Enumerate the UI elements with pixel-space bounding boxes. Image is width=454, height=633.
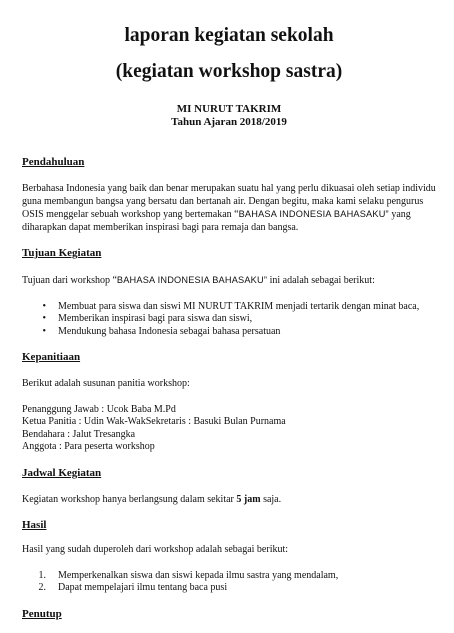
bullet-marker: • [42,300,46,312]
committee-line: Ketua Panitia : Udin Wak-WakSekretaris : Basuki Bulan Purnama [22,416,286,427]
school-name: MI NURUT TAKRIM [176,103,282,115]
section-heading-hasil: Hasil [22,519,47,531]
bullet-marker: • [42,325,46,337]
list-item-text: Membuat para siswa dan siswi MI NURUT TAKRIM menjadi tertarik dengan minat baca, [58,300,420,312]
pendahuluan-theme: BAHASA INDONESIA BAHASAKU” [238,209,389,219]
jadwal-paragraph [22,494,436,507]
committee-line: Penanggung Jawab : Ucok Baba M.Pd [22,403,176,415]
tujuan-intro [22,274,436,288]
list-item-text: Dapat mempelajari ilmu tentang baca pusi [58,582,228,593]
jadwal-text-1: Kegiatan workshop hanya berlangsung dalam sekitar [22,493,237,505]
hasil-intro: Hasil yang sudah duperoleh dari workshop adalah sebagai berikut: [22,544,289,555]
bullet-marker: • [42,313,46,324]
tujuan-intro-text-1: Tujuan dari workshop “ [22,275,117,286]
section-heading-pendahuluan: Pendahuluan [22,156,85,168]
committee-line: Bendahara : Jalut Tresangka [22,428,136,440]
number-marker: 1. [38,569,46,581]
committee-line: Anggota : Para peserta workshop [22,441,155,452]
list-item [22,313,436,326]
tujuan-intro-text-2: ini adalah sebagai berikut: [267,275,375,286]
document-subtitle: (kegiatan workshop sastra) [115,61,343,82]
hasil-list [22,570,436,595]
number-marker: 2. [38,582,46,593]
kepanitiaan-intro: Berikut adalah susunan panitia workshop: [22,378,190,389]
list-item-text: Memperkenalkan siswa dan siswi kepada ilmu sastra yang mendalam, [58,569,339,581]
list-item [22,326,436,339]
jadwal-duration: 5 jam [236,493,261,505]
section-heading-kepanitiaan: Kepanitiaan [22,351,81,363]
list-item-text: Mendukung bahasa Indonesia sebagai bahasa persatuan [58,325,281,337]
document-title: laporan kegiatan sekolah [124,25,334,46]
section-heading-tujuan: Tujuan Kegiatan [22,247,102,259]
jadwal-text-2: saja. [260,493,282,505]
committee-list [22,404,436,454]
list-item-text: Memberikan inspirasi bagi para siswa dan siswi, [58,313,253,324]
pendahuluan-text-1: Berbahasa Indonesia yang baik dan benar merupakan suatu hal yang perlu dikuasai oleh setiap individu guna membangun bangsa yang bersatu dan bertanah air. Dengan begitu, maka kami selaku pengurus OSIS menggelar sebuah workshop yang bertemakan “ [22,183,436,220]
tujuan-theme: BAHASA INDONESIA BAHASAKU” [116,275,268,285]
list-item [22,570,436,583]
list-item [22,582,436,595]
section-heading-jadwal: Jadwal Kegiatan [22,466,102,479]
academic-year: Tahun Ajaran 2018/2019 [171,116,287,128]
section-heading-penutup: Penutup [22,607,62,620]
pendahuluan-text-2: yang diharapkan dapat memberikan inspirasi bagi para remaja dan bangsa. [22,209,411,233]
pendahuluan-paragraph [22,183,436,234]
list-item [22,301,436,314]
tujuan-list [22,301,436,339]
